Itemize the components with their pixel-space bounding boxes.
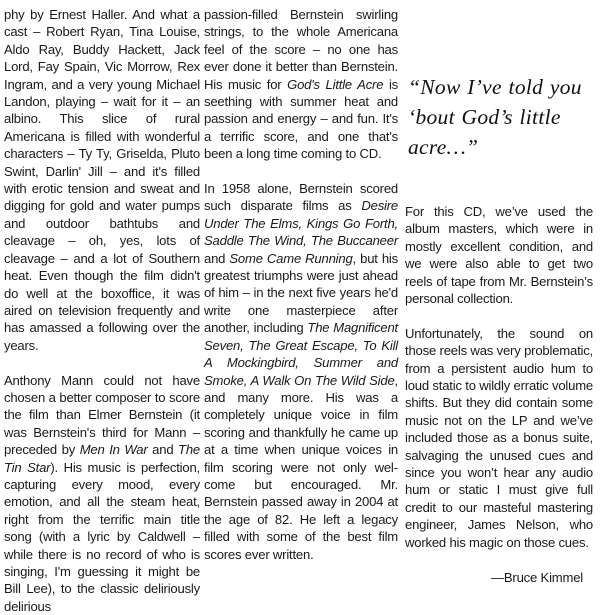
film-title: The Tin Star [4,442,201,475]
text-column-right [405,203,593,586]
text-run: is seething with summer heat and passion and energy – and fun. It's a terrific score, and one that's been a long time coming to CD. [204,76,398,162]
author-signature: —Bruce Kimmel [491,569,583,585]
text-column-left [4,6,200,615]
film-title: God's Little Acre [287,76,384,92]
film-title-list: The Magnificent Seven, The Great Escape, To Kill A Mockingbird, Summer and Smoke, A Walk On The Wild Side [204,320,398,388]
paragraph: For this CD, we’ve used the album masters, which were in mostly excellent condition, and we were also able to get two reels of tape from Mr. Bernstein’s personal collection. [405,204,593,307]
paragraph: phy by Ernest Haller. And what a cast – Robert Ryan, Tina Louise, Aldo Ray, Buddy Hackett, Jack Lord, Fay Spain, Vic Morrow, Rex Ingram, and a very young Michael Landon, playing – wait for it – an albino. This slice of rural Americana is filled with wonderful characters – Ty Ty, Griselda, Pluto Swint, Darlin' Jill – and it's filled with erotic tension and sweat and digging for gold and water pumps and outdoor bathtubs and cleavage – oh, yes, lots of cleavage – and a lot of Southern heat. Even though the film didn't do well at the boxoffice, it was aired on television frequently and has amassed a following over the years. [4,7,200,353]
pull-quote: “Now I’ve told you ‘bout God’s little acre…” [408,75,582,159]
text-run: passion-filled Bernstein swirling strings, to the whole Americana feel of the score – no one has ever done it better than Bernstein. His music for [204,7,398,92]
text-run: , but his greatest triumphs were just ahead of him – in the next five years he'd write one masterpiece after another, including [204,250,398,336]
text-run: Anthony Mann could not have chosen a better composer to score the film than Elmer Bernstein (it was Bernstein's third for Mann – preceded by [4,372,200,458]
text-run: In 1958 alone, Bernstein scored such disparate films as [204,181,398,214]
paragraph: Unfortunately, the sound on those reels was very problematic, from a persistent audio hum to loud static to wildly erratic volume shifts. But they did contain some music not on the LP and we’ve included those as a bonus suite, salvaging the unused cues and since you won’t hear any audio hum or static I must give full credit to our masteful mastering engineer, James Nelson, who worked his magic on those cues. [405,325,593,550]
paragraph [204,180,398,563]
text-run: and [147,442,179,458]
text-run: , and many more. His was a completely unique voice in film scoring and thankfully he came up at a time when unique voices in film scoring were not only welcome but encouraged. Mr. Bernstein passed away in 2004 at the age of 82. He left a legacy filled with some of the best film scores ever written. [204,372,398,562]
text-run: and [204,250,230,266]
film-title-list: Desire Under The Elms, Kings Go Forth, Saddle The Wind, The Buccaneer [204,198,398,249]
paragraph [4,372,200,615]
film-title: Some Came Running [229,250,353,266]
paragraph [204,6,398,163]
text-run: ). His music is perfection, capturing every mood, every emotion, and all the steam heat, right from the terrific main title song (with a lyric by Caldwell – while there is no record of who is singing, I'm guessing it might be Bill Lee), to the classic deliriously delirious [4,459,200,614]
film-title: Men In War [79,442,148,458]
text-column-middle [204,6,398,563]
